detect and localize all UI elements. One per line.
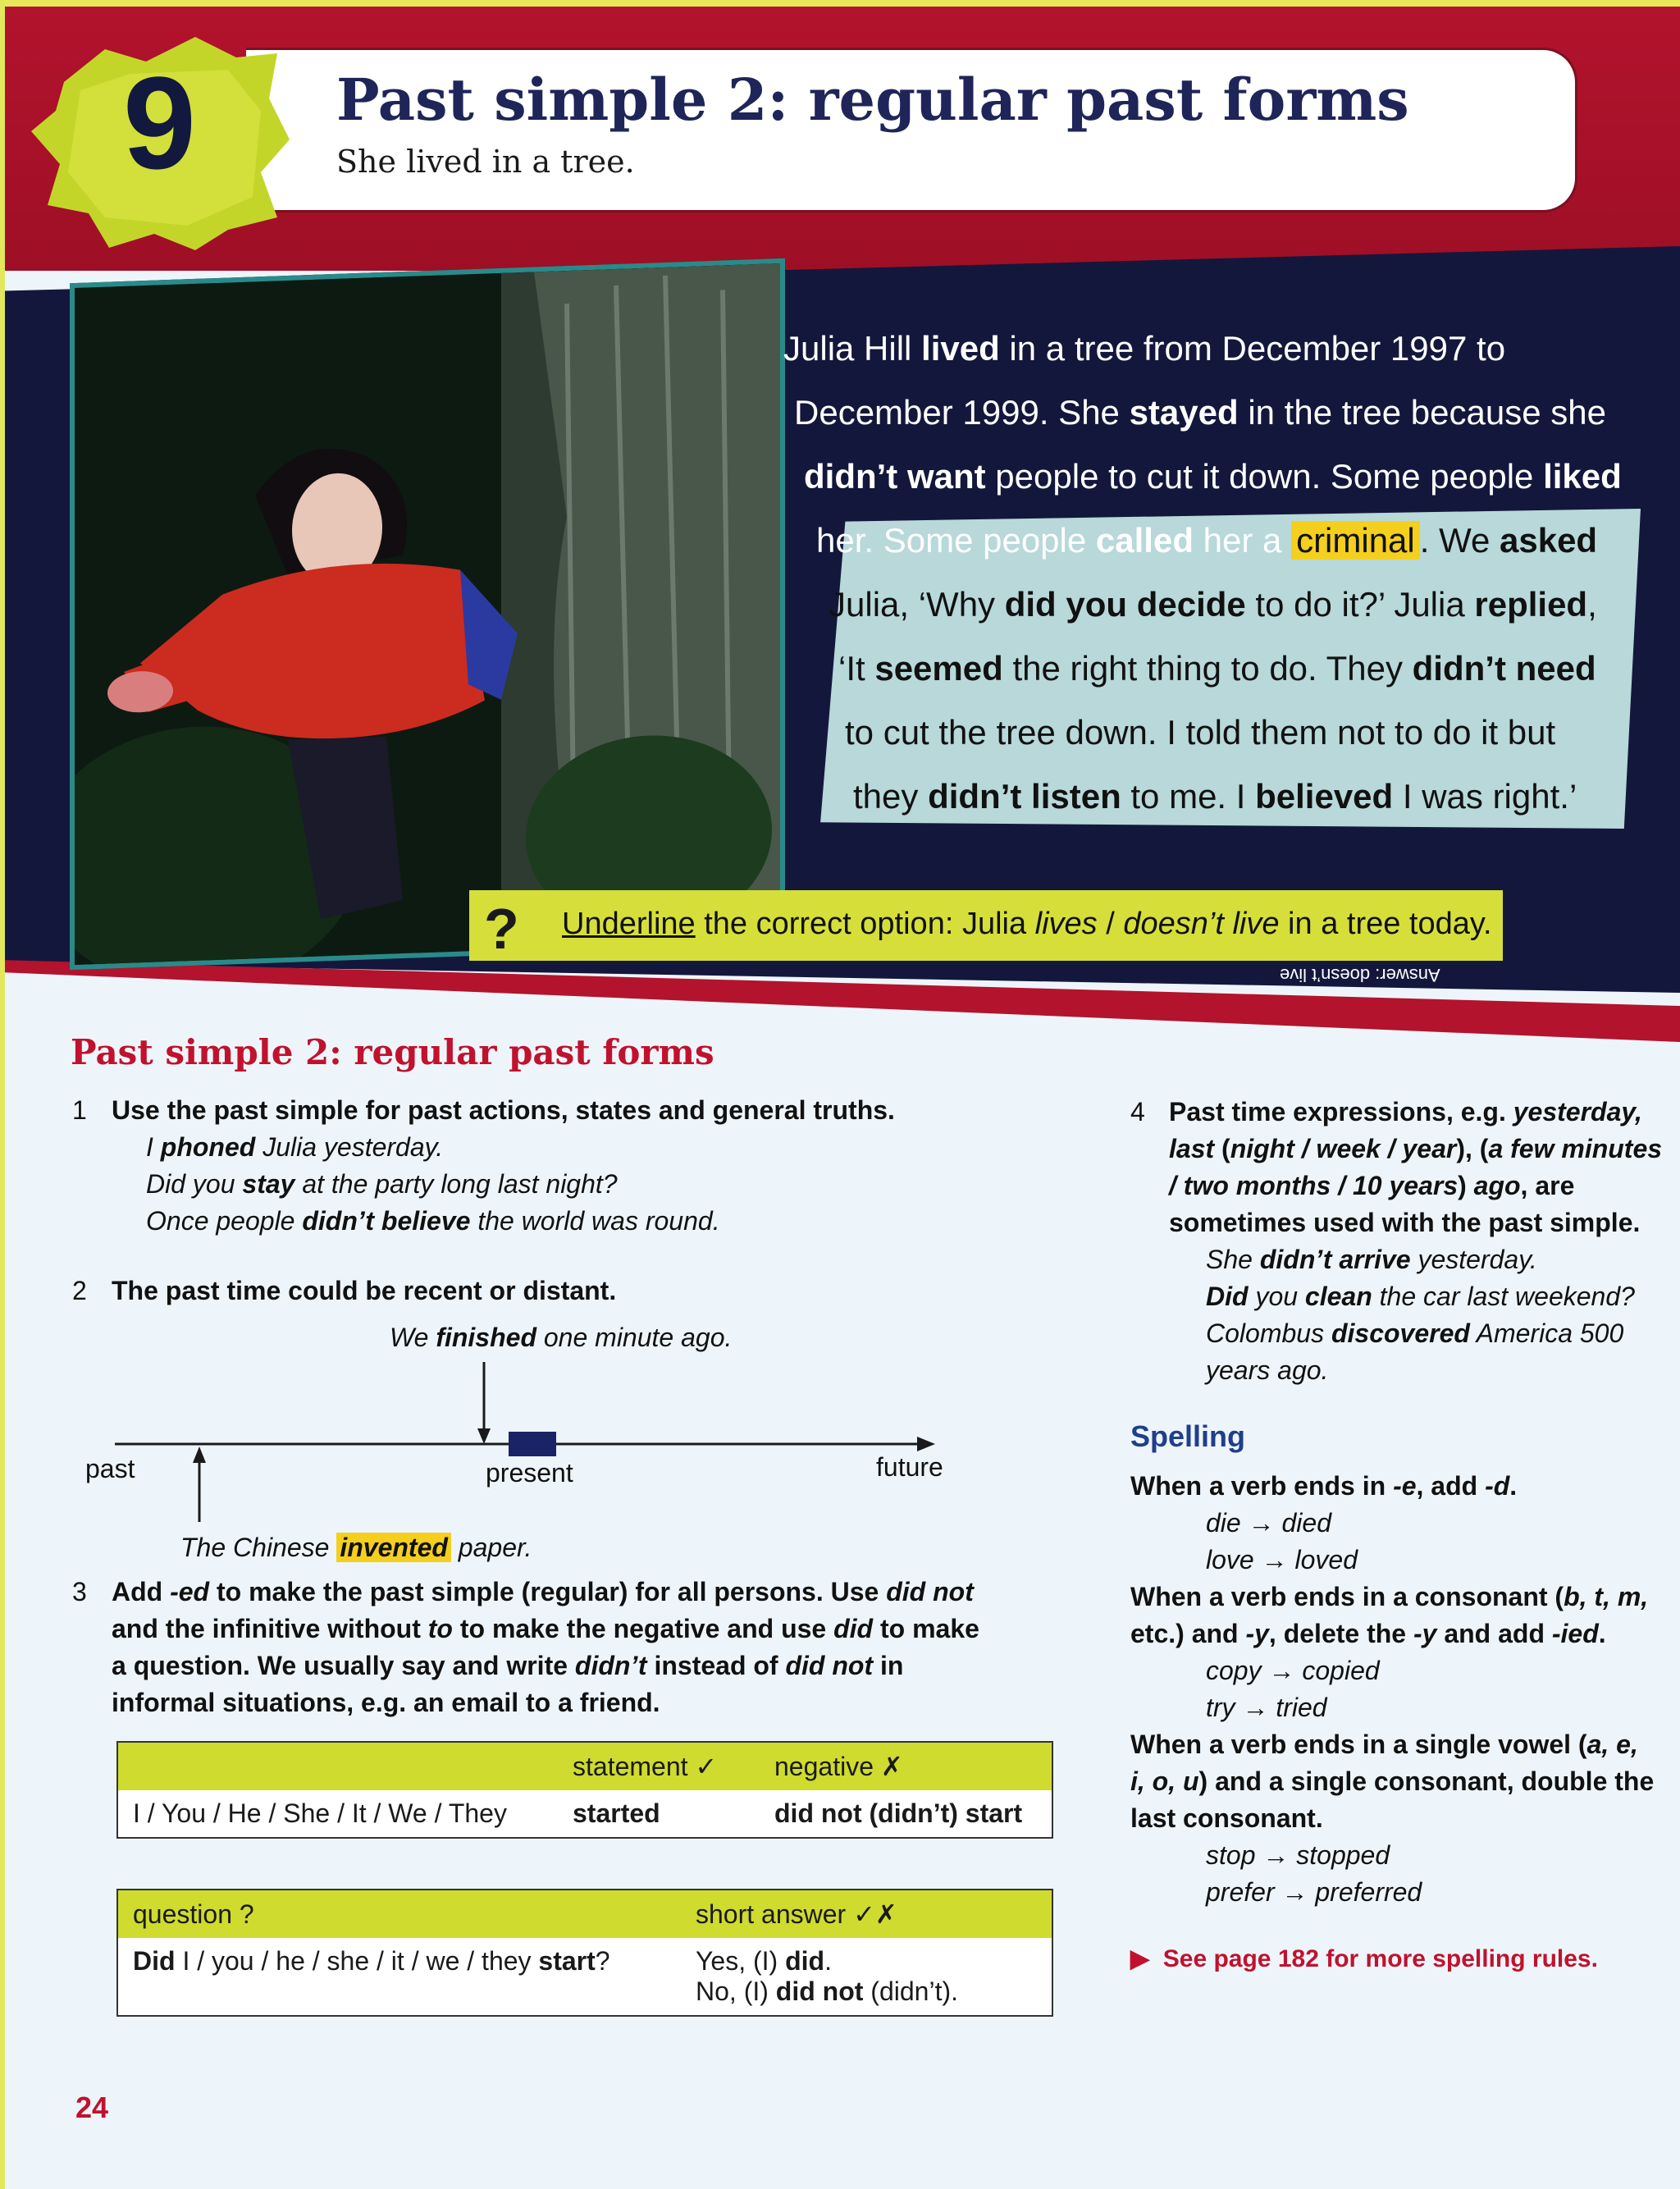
rule-2-text: The past time could be recent or distant. [112,1276,617,1305]
negative-cell: did not (didn’t) start [760,1790,1052,1838]
arrow-icon: → [1242,1693,1269,1722]
spelling-example: die → died [1206,1508,1331,1538]
arrow-icon: → [1281,1877,1308,1907]
timeline-diagram [82,1358,968,1522]
unit-title: Past simple 2: regular past forms [336,66,1409,134]
rule-3-line-1: Add -ed to make the past simple (regular) for all persons. Use did not [112,1577,974,1606]
rule-2-number: 2 [72,1276,87,1305]
rule-4-line-2: last (night / week / year), (a few minutes [1169,1134,1663,1163]
arrow-icon: → [1248,1508,1275,1538]
rule-3-line-3: a question. We usually say and write didn’t instead of did not in [112,1651,904,1680]
arrow-icon: → [1262,1840,1290,1870]
story-line-3: didn’t want people to cut it down. Some people liked [804,457,1622,496]
see-page-link[interactable]: ▶ See page 182 for more spelling rules. [1130,1945,1598,1972]
rule-4-example-2: Did you clean the car last weekend? [1206,1282,1635,1311]
julia-tree-photo [70,258,785,970]
table-header-row [117,1890,1052,1938]
story-line-8: they didn’t listen to me. I believed I was right.’ [853,777,1577,816]
question-header: question ? [117,1890,681,1938]
table-header-row [117,1742,1052,1790]
short-answer-header: short answer ✓✗ [681,1890,1052,1938]
spelling-example: try → tried [1206,1693,1327,1722]
page-number: 24 [75,2091,109,2124]
spelling-example: stop → stopped [1206,1840,1390,1870]
spelling-rule-3: When a verb ends in a single vowel (a, e, [1130,1730,1638,1759]
rule-3-line-4: informal situations, e.g. an email to a friend. [112,1688,660,1717]
rule-4-example-1: She didn’t arrive yesterday. [1206,1245,1537,1274]
question-mark-icon: ? [484,897,519,961]
arrow-icon: → [1268,1656,1295,1685]
upside-down-answer: Answer: doesn’t live [1280,965,1440,985]
spelling-example: love → loved [1206,1545,1358,1574]
story-line-4: her. Some people called her a criminal . We asked [816,521,1598,560]
section-title: Past simple 2: regular past forms [71,1032,714,1072]
rule-1-example-2: Did you stay at the party long last night? [146,1169,618,1199]
story-line-7: to cut the tree down. I told them not to do it but [845,713,1556,752]
unit-subtitle: She lived in a tree. [336,144,635,180]
timeline-recent-label: We finished one minute ago. [390,1323,733,1352]
rule-4-number: 4 [1130,1097,1145,1126]
question-short-answer-table [116,1889,1053,2017]
question-cell: Did I / you / he / she / it / we / they start? [117,1938,681,2016]
rule-3-line-2: and the infinitive without to to make the negative and use did to make [112,1614,979,1643]
short-answer-cell: Yes, (I) did. No, (I) did not (didn’t). [681,1938,1052,2016]
spelling-rule-3-cont: i, o, u) and a single consonant, double the [1130,1766,1655,1796]
timeline-past-label: past [85,1454,135,1483]
spelling-title: Spelling [1130,1419,1246,1453]
rule-1-example-3: Once people didn’t believe the world was round. [146,1206,720,1236]
spelling-rule-2: When a verb ends in a consonant (b, t, m, [1130,1582,1649,1611]
rule-1-example-1: I phoned Julia yesterday. [146,1132,444,1162]
timeline-distant-label: The Chinese invented paper. [180,1533,532,1562]
rule-1-text: Use the past simple for past actions, states and general truths. [112,1095,895,1125]
arrow-icon: → [1261,1545,1288,1574]
unit-number: 9 [123,49,196,196]
question-text: Underline the correct option: Julia lives / doesn’t live in a tree today. [562,907,1492,941]
table-row [117,1938,1052,2016]
spelling-rule-2-cont: etc.) and -y, delete the -y and add -ied. [1130,1619,1606,1648]
story-line-5: Julia, ‘Why did you decide to do it?’ Julia replied, [829,585,1597,624]
left-edge [0,0,5,2189]
rule-3-number: 3 [72,1577,87,1606]
story-line-6: ‘It seemed the right thing to do. They didn’t need [838,649,1596,688]
spelling-example: prefer → preferred [1206,1877,1422,1907]
rule-4-line-1: Past time expressions, e.g. yesterday, [1169,1097,1642,1126]
rule-1-number: 1 [72,1095,87,1125]
negative-header: negative ✗ [760,1742,1052,1790]
timeline-future-label: future [876,1452,943,1482]
rule-4-example-3: Colombus discovered America 500 [1206,1318,1624,1348]
table-row [117,1790,1052,1838]
triangle-right-icon: ▶ [1130,1945,1150,1972]
story-line-1: Julia Hill lived in a tree from December 1997 to [783,329,1506,368]
subjects-cell: I / You / He / She / It / We / They [117,1790,558,1838]
statement-header: statement ✓ [558,1742,760,1790]
rule-4-example-4: years ago. [1206,1355,1329,1385]
statement-cell: started [558,1790,760,1838]
story-line-2: December 1999. She stayed in the tree because she [794,393,1606,432]
rule-4-line-3: / two months / 10 years) ago, are [1169,1171,1575,1200]
spelling-rule-1: When a verb ends in -e, add -d. [1130,1471,1518,1501]
spelling-rule-3-end: last consonant. [1130,1803,1323,1833]
timeline-present-label: present [486,1458,573,1488]
statement-negative-table [116,1741,1053,1839]
rule-4-line-4: sometimes used with the past simple. [1169,1208,1641,1237]
top-edge [0,0,1680,7]
spelling-example: copy → copied [1206,1656,1380,1685]
